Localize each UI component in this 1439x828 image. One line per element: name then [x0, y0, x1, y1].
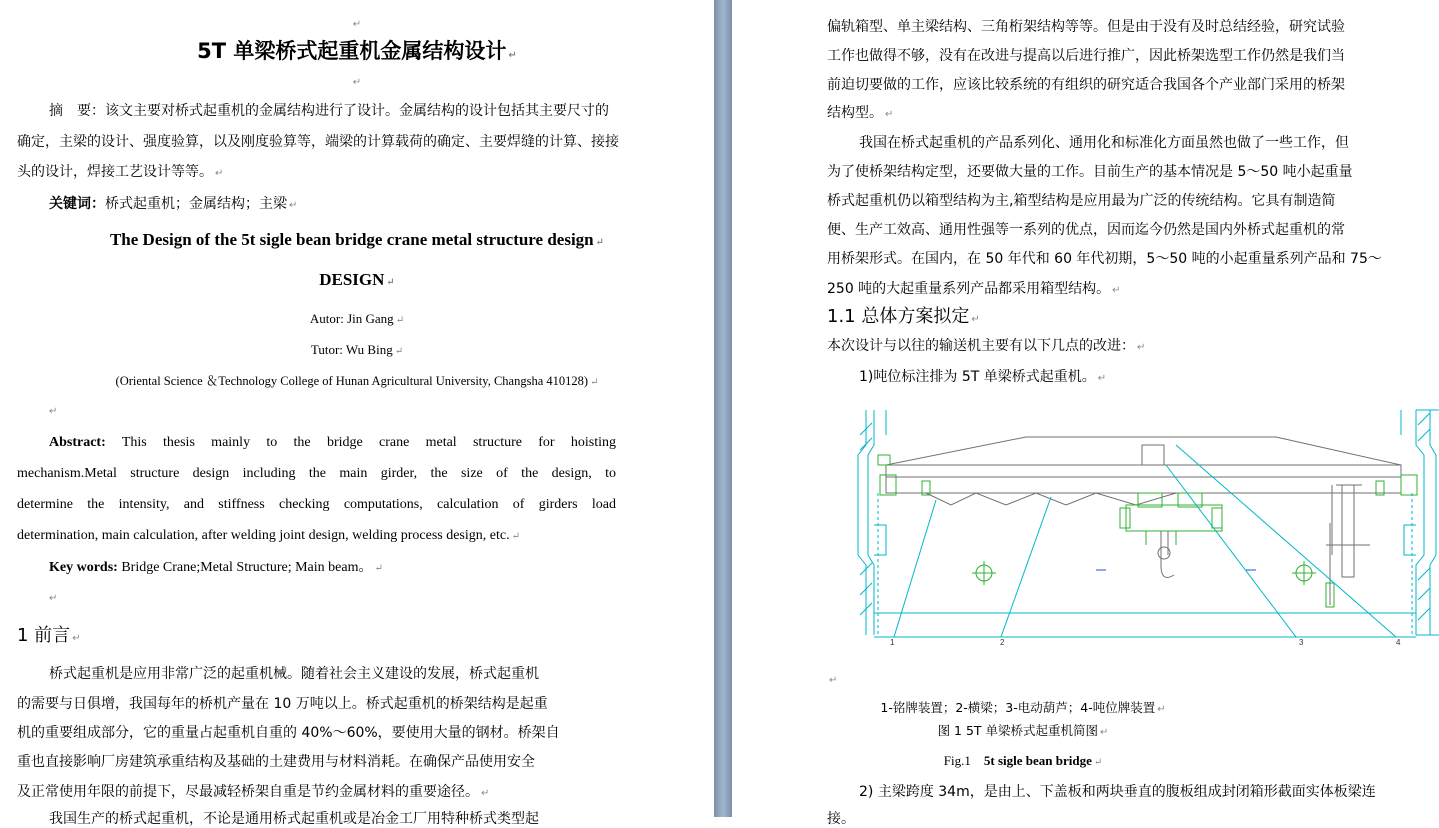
body-line: 桥式起重机是应用非常广泛的起重机械。随着社会主义建设的发展，桥式起重机	[49, 666, 539, 682]
abstract-en-line: determine the intensity, and stiffness checking computations, calculation of girders load	[17, 497, 616, 512]
body-line: 机的重要组成部分，它的重量占起重机自重的 40%～60%，要使用大量的钢材。桥架自	[17, 725, 560, 741]
paragraph-mark: ↵	[49, 593, 58, 604]
list-item: 2) 主梁跨度 34m，是由上、下盖板和两块垂直的腹板组成封闭箱形截面实体板梁连	[859, 784, 1376, 800]
paragraph-mark: ↵	[829, 675, 838, 686]
body-line: 我国生产的桥式起重机，不论是通用桥式起重机或是冶金工厂用特种桥式类型起	[49, 811, 539, 827]
drawing-label-2: 2	[1000, 638, 1005, 647]
drawing-label-1: 1	[890, 638, 895, 647]
body-line: 的需要与日俱增，我国每年的桥机产量在 10 万吨以上。桥式起重机的桥架结构是起重	[17, 696, 548, 712]
paragraph-mark: ↵	[49, 406, 58, 417]
drawing-label-4: 4	[1396, 638, 1401, 647]
body-line: 便、生产工效高、通用性强等一系列的优点，因而迄今仍然是国内外桥式起重机的常	[827, 222, 1345, 238]
body-line: 桥式起重机仍以箱型结构为主,箱型结构是应用最为广泛的传统结构。它具有制造简	[827, 193, 1336, 209]
abstract-cn-line: 头的设计，焊接工艺设计等等。 ↵	[17, 164, 224, 180]
keywords-cn: 关键词：桥式起重机；金属结构；主梁 ↵	[49, 196, 298, 212]
rail-supports	[874, 525, 1416, 555]
dimension-line	[874, 410, 1416, 635]
crane-drawing	[856, 405, 1439, 650]
left-wall	[858, 410, 874, 635]
body-line: 前迫切要做的工作，应该比较系统的有组织的研究适合我国各个产业部门采用的桥架	[827, 77, 1345, 93]
author-line: Autor: Jin Gang ↵	[309, 311, 405, 326]
leader-lines	[874, 445, 1416, 637]
page-gutter	[714, 0, 732, 817]
abstract-cn-line: 摘 要：该文主要对桥式起重机的金属结构进行了设计。金属结构的设计包括其主要尺寸的	[49, 103, 609, 119]
paragraph-mark: ↵	[352, 77, 362, 88]
body-line: 偏轨箱型、单主梁结构、三角桁架结构等等。但是由于没有及时总结经验，研究试验	[827, 19, 1345, 35]
figure-legend: 1-铭牌装置；2-横梁；3-电动葫芦；4-吨位牌装置 ↵	[880, 700, 1166, 715]
nameplate	[1142, 445, 1164, 465]
abstract-en-line: Abstract: This thesis mainly to the bridge crane metal structure for hoisting	[49, 435, 616, 450]
body-line: 工作也做得不够，没有在改进与提高以后进行推广，因此桥架选型工作仍然是我们当	[827, 48, 1345, 64]
end-carriages	[878, 455, 1417, 495]
affiliation-line: (Oriental Science ＆Technology College of Hunan Agricultural University, Changsha 410128) ↵	[115, 374, 599, 388]
body-line: 本次设计与以往的输送机主要有以下几点的改进： ↵	[827, 338, 1146, 354]
abstract-en-line: determination, main calculation, after welding joint design, welding process design, etc. ↵	[17, 528, 520, 543]
pendant	[1326, 485, 1370, 607]
keywords-en: Key words: Bridge Crane;Metal Structure; Main beam。 ↵	[49, 560, 383, 575]
body-line: 我国在桥式起重机的产品系列化、通用化和标准化方面虽然也做了一些工作，但	[859, 135, 1349, 151]
body-line: 重也直接影响厂房建筑承重结构及基础的土建费用与材料消耗。在确保产品使用安全	[17, 754, 535, 770]
list-item: 接。	[827, 811, 855, 827]
section-heading: 1 前言 ↵	[17, 625, 81, 646]
figure-caption-cn: 图 1 5T 单梁桥式起重机简图 ↵	[937, 723, 1109, 738]
left-page	[0, 0, 714, 827]
english-title-line2: DESIGN ↵	[319, 270, 395, 289]
body-line: 用桥架形式。在国内，在 50 年代和 60 年代初期，5～50 吨的小起重量系列产品和 75～	[827, 251, 1382, 267]
main-girder	[886, 437, 1401, 505]
figure-caption-en: Fig.1 5t sigle bean bridge ↵	[943, 753, 1103, 768]
body-line: 250 吨的大起重量系列产品都采用箱型结构。 ↵	[827, 281, 1121, 297]
body-line: 及正常使用年限的前提下，尽最减轻桥架自重是节约金属材料的重要途径。 ↵	[17, 784, 490, 800]
tutor-line: Tutor: Wu Bing ↵	[310, 342, 404, 357]
english-title: The Design of the 5t sigle bean bridge crane metal structure design ↵	[109, 230, 605, 249]
document-title: 5T 单梁桥式起重机金属结构设计 ↵	[197, 39, 517, 63]
body-line: 结构型。 ↵	[827, 105, 894, 121]
abstract-en-line: mechanism.Metal structure design including the main girder, the size of the design, to	[17, 466, 616, 481]
body-line: 为了使桥架结构定型，还要做大量的工作。目前生产的基本情况是 5～50 吨小起重量	[827, 164, 1353, 180]
list-item: 1)吨位标注排为 5T 单梁桥式起重机。 ↵	[859, 369, 1107, 385]
drawing-label-3: 3	[1299, 638, 1304, 647]
hook	[1158, 531, 1174, 577]
section-heading: 1.1 总体方案拟定 ↵	[827, 306, 980, 327]
paragraph-mark: ↵	[352, 19, 362, 30]
right-wall	[1416, 410, 1439, 635]
abstract-cn-line: 确定，主梁的设计、强度验算，以及刚度验算等，端梁的计算载荷的确定、主要焊缝的计算、接接	[17, 134, 619, 150]
